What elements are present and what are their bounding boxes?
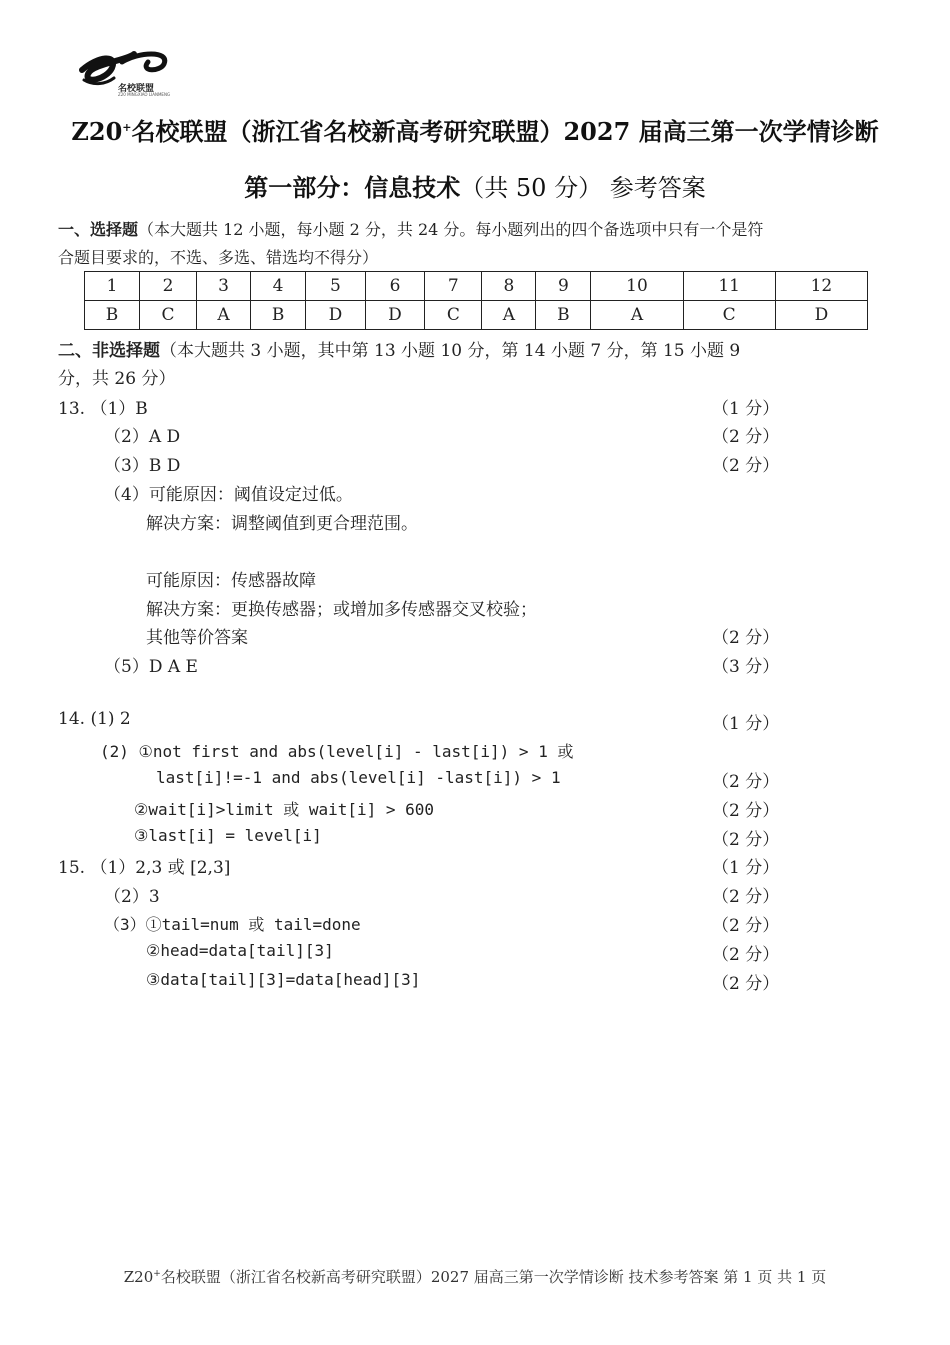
q15-answer-2: （2）3 [104,887,160,907]
table-cell: B [251,301,306,330]
table-cell: D [306,301,366,330]
q14-answer-2-2: ②wait[i]>limit 或 wait[i] > 600 [134,800,435,819]
q14-score-2-3: （2 分） [712,830,780,850]
table-cell: 2 [139,272,196,301]
section1-intro: 一、选择题（本大题共 12 小题，每小题 2 分，共 24 分。每小题列出的四个备选项中只有一个是符 [58,220,764,239]
q13-score-2: （2 分） [712,427,780,447]
q13-answer-4-other: 其他等价答案 [146,628,248,648]
table-cell: C [425,301,482,330]
section2-heading: 二、非选择题 [58,341,160,361]
table-cell: B [85,301,140,330]
q15-answer-1: 15. （1）2,3 或 [2,3] [58,858,231,878]
q15-score-1: （1 分） [712,858,780,878]
q15-score-3-2: （2 分） [712,945,780,965]
q13-answer-4-solution-alt: 解决方案：更换传感器；或增加多传感器交叉校验； [146,600,537,620]
table-cell: 9 [536,272,591,301]
q13-answer-3: （3）B D [104,456,181,476]
table-cell: D [365,301,425,330]
q13-answer-1: 13. （1）B [58,399,148,419]
answer-row [85,301,868,330]
q15-answer-3-1: （3）①tail=num 或 tail=done [104,915,361,934]
q15-score-3-3: （2 分） [712,974,780,994]
table-cell: A [591,301,683,330]
q15-score-3-1: （2 分） [712,916,780,936]
q13-answer-5: （5）D A E [104,657,198,677]
q13-score-5: （3 分） [712,657,780,677]
section2-intro: 二、非选择题（本大题共 3 小题，其中第 13 小题 10 分，第 14 小题 7 分，第 15 小题 9 [58,341,741,361]
q13-answer-4-cause-alt: 可能原因：传感器故障 [146,571,316,591]
section1-intro-cont: 合题目要求的，不选、多选、错选均不得分） [58,248,379,267]
q13-answer-4-cause: （4）可能原因：阈值设定过低。 [104,485,353,505]
q13-score-4: （2 分） [712,628,780,648]
q15-answer-3-2: ②head=data[tail][3] [146,941,334,960]
table-cell: A [482,301,536,330]
table-cell: 10 [591,272,683,301]
table-cell: C [139,301,196,330]
q14-answer-2-1: (2) ①not first and abs(level[i] - last[i]) > 1 或 [100,742,574,761]
page-title: Z20+名校联盟（浙江省名校新高考研究联盟）2027 届高三第一次学情诊断 [71,117,879,146]
q14-score-2-2: （2 分） [712,801,780,821]
page-footer: Z20+名校联盟（浙江省名校新高考研究联盟）2027 届高三第一次学情诊断 技术参考答案 第 1 页 共 1 页 [123,1268,827,1286]
q15-score-2: （2 分） [712,887,780,907]
logo-name: 名校联盟 [118,84,155,94]
choice-answer-table [84,271,868,330]
table-cell: 6 [365,272,425,301]
q15-answer-3-3: ③data[tail][3]=data[head][3] [146,970,421,989]
table-cell: C [683,301,775,330]
q14-answer-2-3: ③last[i] = level[i] [134,826,322,845]
table-cell: 8 [482,272,536,301]
table-cell: D [775,301,867,330]
logo-subtext: Z20 MINGXIAO LIANMENG [118,92,171,97]
q13-answer-4-solution: 解决方案：调整阈值到更合理范围。 [146,514,418,534]
alliance-logo [78,50,178,96]
table-cell: 3 [197,272,251,301]
table-cell: 7 [425,272,482,301]
table-cell: 12 [775,272,867,301]
q13-score-3: （2 分） [712,456,780,476]
table-cell: 1 [85,272,140,301]
page-subtitle: 第一部分：信息技术（共 50 分） 参考答案 [244,173,706,202]
question-number-row [85,272,868,301]
q14-answer-1: 14. (1) 2 [58,709,131,729]
table-cell: 5 [306,272,366,301]
table-cell: 4 [251,272,306,301]
table-cell: B [536,301,591,330]
q13-answer-2: （2）A D [104,427,181,447]
table-cell: 11 [683,272,775,301]
q14-score-1: （1 分） [712,714,780,734]
q13-score-1: （1 分） [712,399,780,419]
section2-intro-cont: 分，共 26 分） [58,369,176,389]
table-cell: A [197,301,251,330]
q14-answer-2-1-alt: last[i]!=-1 and abs(level[i] -last[i]) > 1 [156,768,561,787]
section1-heading: 一、选择题 [58,220,139,239]
q14-score-2-1: （2 分） [712,772,780,792]
